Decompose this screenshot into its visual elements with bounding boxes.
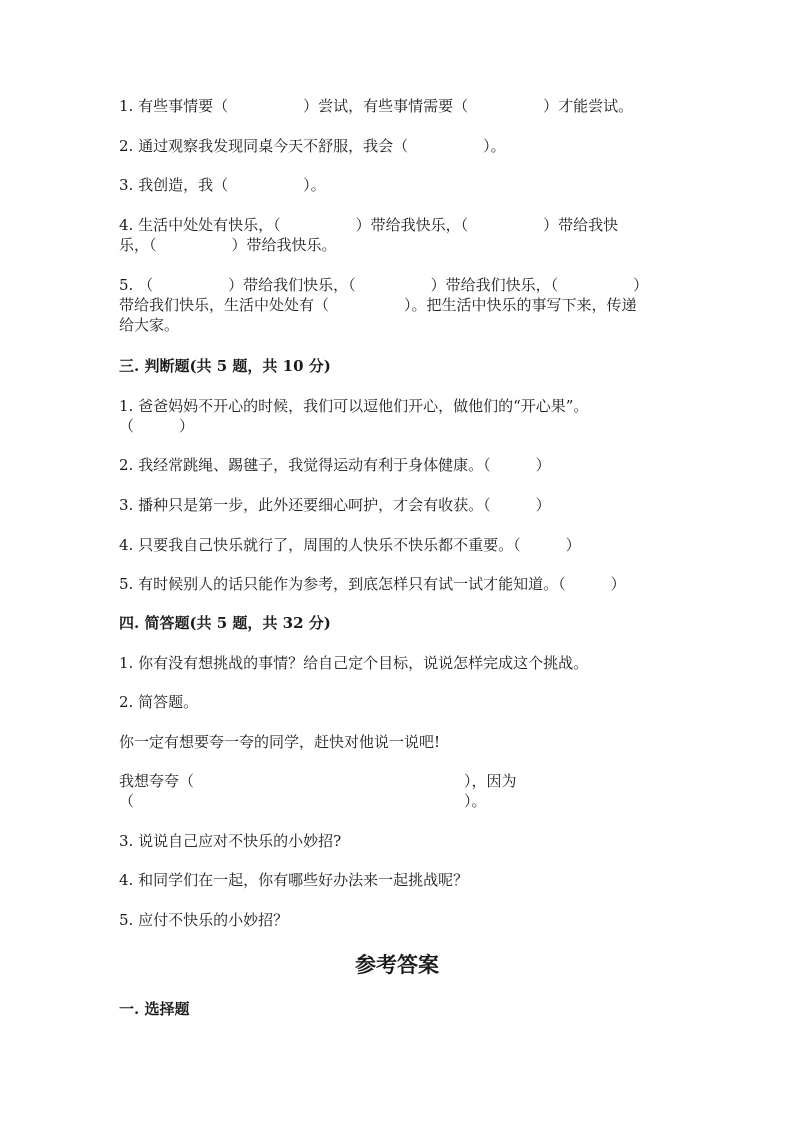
judge-question-5: 5. 有时候别人的话只能作为参考，到底怎样只有试一试才能知道。（ ） <box>119 575 626 593</box>
judge-question-1-line-1: 1. 爸爸妈妈不开心的时候，我们可以逗他们开心，做他们的“开心果”。 <box>119 397 589 415</box>
short-answer-question-2-fill-line-2: （ ）。 <box>119 792 487 810</box>
fill-question-1: 1. 有些事情要（ ）尝试，有些事情需要（ ）才能尝试。 <box>119 97 634 115</box>
judge-section-heading: 三. 判断题(共 5 题，共 10 分) <box>119 357 331 375</box>
fill-question-5-line-1: 5. （ ）带给我们快乐，（ ）带给我们快乐，（ ） <box>119 276 649 294</box>
fill-question-3: 3. 我创造，我（ ）。 <box>119 176 326 194</box>
fill-question-5-line-2: 带给我们快乐，生活中处处有（ ）。把生活中快乐的事写下来，传递 <box>119 296 637 314</box>
short-answer-question-2: 2. 简答题。 <box>119 693 199 711</box>
fill-question-5-line-3: 给大家。 <box>119 316 180 334</box>
judge-question-2: 2. 我经常跳绳、踢毽子，我觉得运动有利于身体健康。（ ） <box>119 456 551 474</box>
fill-question-4-line-2: 乐，（ ）带给我快乐。 <box>119 236 337 254</box>
answer-section-1-heading: 一. 选择题 <box>119 1000 190 1018</box>
judge-question-1-line-2: （ ） <box>119 417 195 435</box>
short-answer-question-5: 5. 应付不快乐的小妙招？ <box>119 911 289 929</box>
fill-question-4-line-1: 4. 生活中处处有快乐，（ ）带给我快乐，（ ）带给我快 <box>119 216 619 234</box>
fill-question-2: 2. 通过观察我发现同桌今天不舒服，我会（ ）。 <box>119 137 506 155</box>
short-answer-question-2-prompt: 你一定有想要夸一夸的同学，赶快对他说一说吧! <box>119 733 441 751</box>
answer-key-title: 参考答案 <box>355 952 439 977</box>
short-answer-question-1: 1. 你有没有想挑战的事情？给自己定个目标，说说怎样完成这个挑战。 <box>119 654 589 672</box>
judge-question-4: 4. 只要我自己快乐就行了，周围的人快乐不快乐都不重要。（ ） <box>119 536 581 554</box>
short-answer-question-4: 4. 和同学们在一起，你有哪些好办法来一起挑战呢？ <box>119 871 469 889</box>
judge-question-3: 3. 播种只是第一步，此外还要细心呵护，才会有收获。（ ） <box>119 496 551 514</box>
short-answer-question-3: 3. 说说自己应对不快乐的小妙招? <box>119 832 342 850</box>
short-answer-section-heading: 四. 简答题(共 5 题，共 32 分) <box>119 614 331 632</box>
short-answer-question-2-fill-line-1: 我想夸夸（ ），因为 <box>119 772 517 790</box>
